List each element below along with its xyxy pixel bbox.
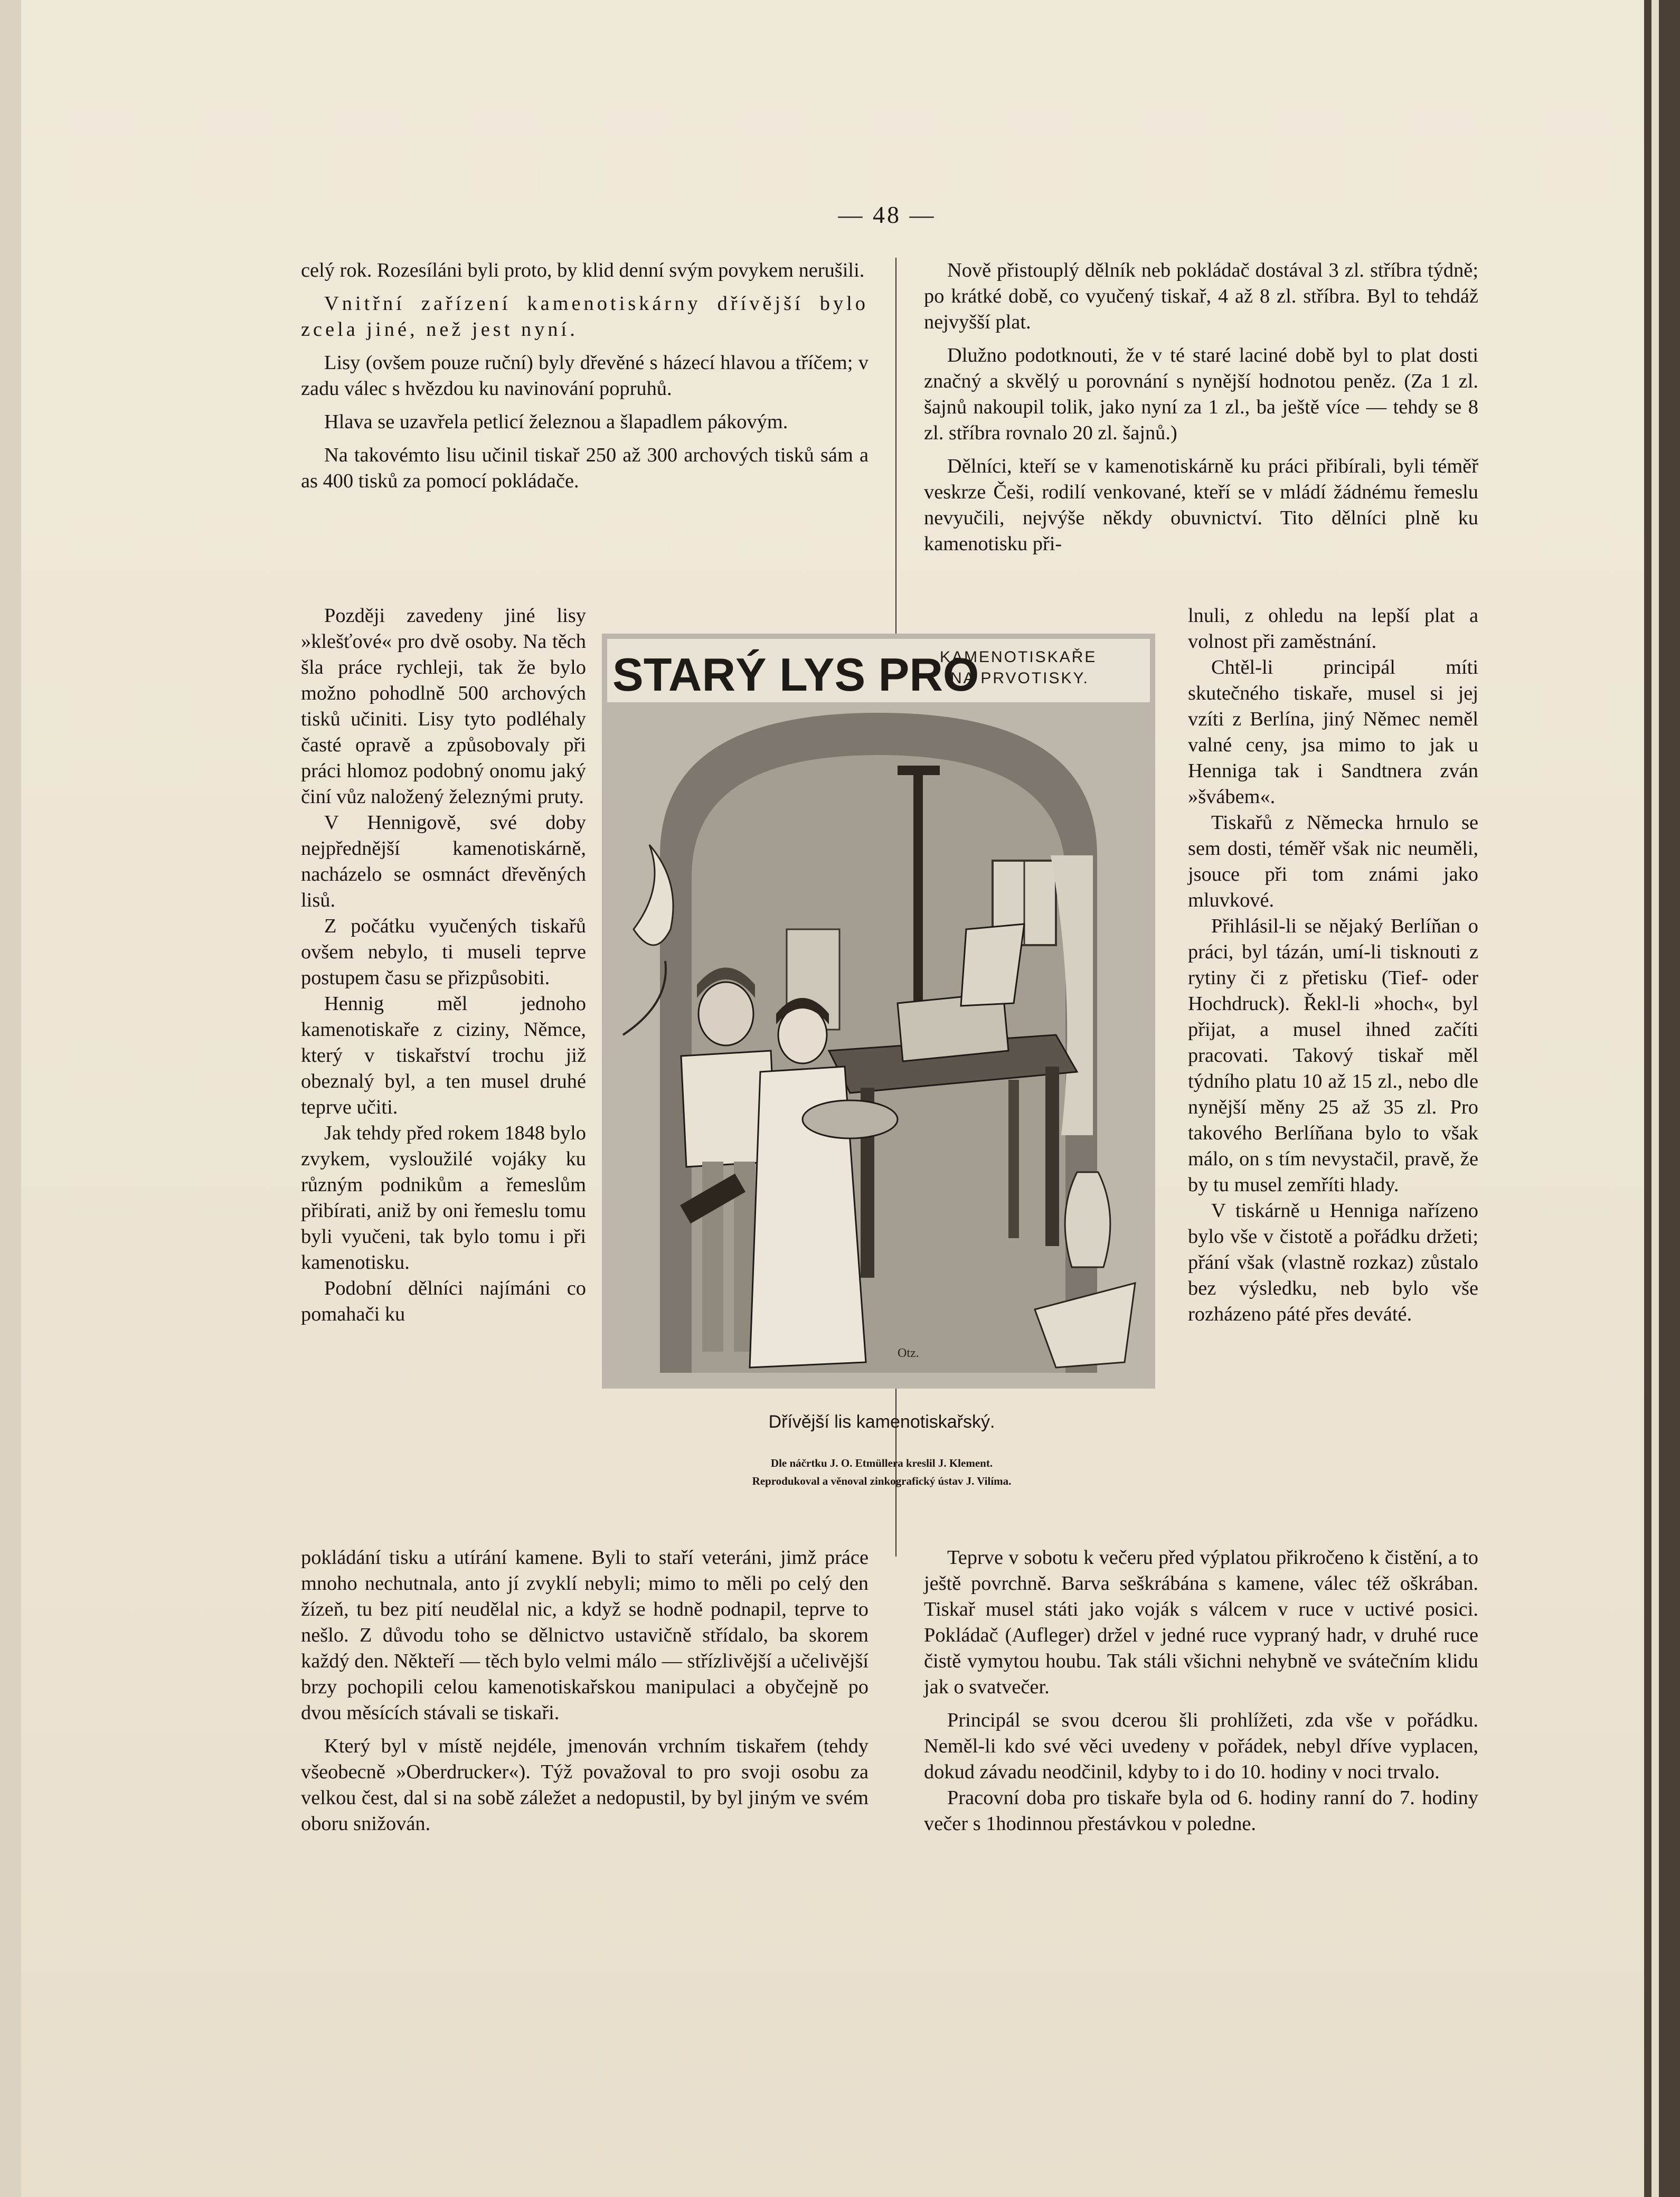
banner-subtitle-2: NA PRVOTISKY.: [950, 670, 1089, 687]
paragraph: Lisy (ovšem pouze ruční) byly dřevěné s házecí hlavou a tříčem; v zadu válec s hvězdou ku navinování popruhů.: [301, 352, 869, 400]
paragraph: Vnitřní zařízení kamenotiskárny dřívější bylo zcela jiné, než jest nyní.: [301, 293, 869, 341]
banner-subtitle-1: KAMENOTISKAŘE: [940, 648, 1097, 666]
paragraph: Hlava se uzavřela petlicí železnou a šlapadlem pákovým.: [324, 411, 788, 433]
paragraph: Tiskařů z Německa hrnulo se sem dosti, téměř však nic neuměli, jsouce při tom známi jako mluvkové.: [1188, 812, 1478, 911]
paragraph: Později zavedeny jiné lisy »klešťové« pro dvě osoby. Na těch šla práce rychleji, tak že bylo možno pohodlně 500 archových tisků učiniti. Lisy tyto podléhaly časté opravě a způsobovaly při práci hlomoz podobný onomu jaký činí vůz naložený železnými pruty.: [301, 605, 586, 808]
paragraph: Hennig měl jednoho kamenotiskaře z ciziny, Němce, který v tiskařství trochu již obeznalý byl, a ten musel druhé teprve učiti.: [301, 993, 586, 1118]
page-number: — 48 —: [838, 201, 936, 228]
right-column-narrow: [1188, 603, 1478, 1327]
figure-credits: [602, 1454, 1162, 1490]
paragraph: Jak tehdy před rokem 1848 bylo zvykem, vysloužilé vojáky ku různým podnikům a řemeslům přibírati, aniž by oni řemeslu tomu byli vyučeni, tak bylo tomu i při kamenotisku.: [301, 1122, 586, 1274]
left-column-bottom: [301, 1545, 869, 1837]
press-illustration: [602, 634, 1155, 1389]
paragraph: V Hennigově, své doby nejpřednější kamenotiskárně, nacházelo se osmnáct dřevěných lisů.: [301, 812, 586, 911]
credit-line: Reprodukoval a věnoval zinkografický ústav J. Vilíma.: [752, 1475, 1012, 1487]
paragraph: Který byl v místě nejdéle, jmenován vrchním tiskařem (tehdy všeobecně »Oberdrucker«). Týž považoval to pro svoji osobu za velkou čest, dal si na sobě záležet a nedopustil, by byl jiným ve svém oboru snižován.: [301, 1735, 869, 1835]
credit-line: Dle náčrtku J. O. Etmüllera kreslil J. Klement.: [770, 1457, 993, 1469]
right-column-bottom: [924, 1545, 1478, 1837]
paragraph: V tiskárně u Henniga nařízeno bylo vše v čistotě a pořádku držeti; přání však (vlastně rozkaz) zůstalo bez výsledku, neb bylo vše rozházeno páté přes deváté.: [1188, 1200, 1478, 1325]
left-column-top: [301, 258, 869, 494]
paragraph: celý rok. Rozesíláni byli proto, by klid denní svým povykem nerušili.: [301, 259, 865, 281]
page-edge: [1644, 0, 1680, 2197]
paragraph: Pracovní doba pro tiskaře byla od 6. hodiny ranní do 7. hodiny večer s 1hodinnou přestávkou v poledne.: [924, 1787, 1478, 1835]
banner-title: STARÝ LYS PRO: [612, 648, 979, 701]
paragraph: Dlužno podotknouti, že v té staré laciné době byl to plat dosti značný a skvělý u porovnání s nynější hodnotou peněz. (Za 1 zl. šajnů nakoupil tolik, jako nyní za 1 zl., ba ještě více — tehdy se 8 zl. stříbra rovnalo 20 zl. šajnů.): [924, 344, 1478, 444]
left-column-narrow: [301, 603, 586, 1327]
paragraph: Na takovémto lisu učinil tiskař 250 až 300 archových tisků sám a as 400 tisků za pomocí pokládače.: [301, 444, 869, 492]
paragraph: Dělníci, kteří se v kamenotiskárně ku práci přibírali, byli téměř veskrze Češi, rodilí venkované, kteří se v mládí žádnému řemeslu nevyučili, nejvýše někdy obuvnictví. Tito dělníci plně ku kamenotisku při-: [924, 455, 1478, 555]
artist-signature: Otz.: [898, 1346, 919, 1360]
paragraph: Teprve v sobotu k večeru před výplatou přikročeno k čistění, a to ještě povrchně. Barva seškrábána s kamene, válec též oškrában. Tiskař musel státi jako voják s válcem v ruce v uctivé posici. Pokládač (Aufleger) držel v jedné ruce vypraný hadr, v druhé ruce čistě vymytou houbu. Tak stáli všichni nehybně ve svátečním klidu jak o svatvečer.: [924, 1547, 1478, 1698]
paragraph: Principál se svou dcerou šli prohlížeti, zda vše v pořádku. Neměl-li kdo své věci uvedeny v pořádek, nebyl dříve vyplacen, dokud závadu neodčinil, kdyby to i do 10. hodiny v noci trvalo.: [924, 1709, 1478, 1783]
paragraph: Z počátku vyučených tiskařů ovšem nebylo, ti museli teprve postupem času se přizpůsobiti.: [301, 915, 586, 989]
illustration-art: [602, 634, 1155, 1389]
paragraph: Nově přistouplý dělník neb pokládač dostával 3 zl. stříbra týdně; po krátké době, co vyučený tiskař, 4 až 8 zl. stříbra. Byl to tehdáž nejvyšší plat.: [924, 259, 1478, 333]
paragraph: Podobní dělníci najímáni co pomahači ku: [301, 1277, 586, 1325]
figure-caption: Dřívější lis kamenotiskařský.: [768, 1412, 995, 1432]
paragraph: Přihlásil-li se nějaký Berlíňan o práci, byl tázán, umí-li tisknouti z rytiny či z přetisku (Tief- oder Hochdruck). Řekl-li »hoch«, byl přijat, a musel ihned začíti pracovati. Takový tiskař měl týdního platu 10 až 15 zl., nebo dle nynější měny 25 až 35 zl. Pro takového Berlíňana bylo to však málo, on s tím nevystačil, pravě, že by tu musel zemříti hlady.: [1188, 915, 1478, 1196]
right-column-top: [924, 258, 1478, 557]
paragraph: Chtěl-li principál míti skutečného tiskaře, musel si jej vzíti z Berlína, jiný Němec neměl valné ceny, jsa mimo to jak u Henniga tak i Sandtnera zván »švábem«.: [1188, 656, 1478, 808]
paragraph: pokládání tisku a utírání kamene. Byli to staří veteráni, jimž práce mnoho nechutnala, anto jí zvyklí nebyli; mimo to měli po celý den žízeň, tu bez pití neudělal nic, a když se hodně podnapil, teprve to nešlo. Z důvodu toho se dělnictvo ustavičně střídalo, ba skorem každý den. Někteří — těch bylo velmi málo — střízlivější a učelivější brzy pochopili celou kamenotiskařskou manipulaci a obyčejně po dvou měsících stávali se tiskaři.: [301, 1547, 869, 1724]
paragraph: lnuli, z ohledu na lepší plat a volnost při zaměstnání.: [1188, 605, 1478, 653]
book-page: [21, 0, 1680, 2197]
